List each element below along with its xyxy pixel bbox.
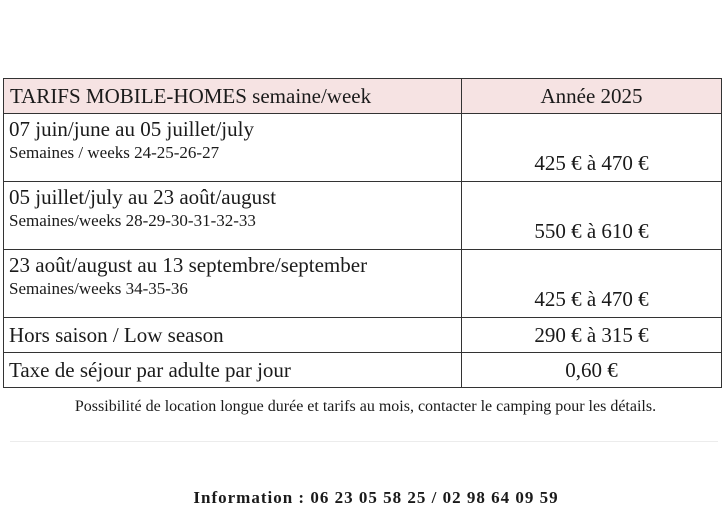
period-cell — [4, 114, 462, 182]
contact-info: Information : 06 23 05 58 25 / 02 98 64 09 59 — [193, 488, 559, 507]
table-row — [4, 182, 722, 250]
long-stay-note: Possibilité de location longue durée et tarifs au mois, contacter le camping pour les détails. — [74, 398, 657, 415]
period-weeks: Semaines/weeks 28-29-30-31-32-33 — [9, 211, 256, 230]
table-row — [4, 353, 722, 388]
period-cell — [4, 182, 462, 250]
period-title: 23 août/august au 13 septembre/september — [9, 253, 368, 277]
price-table — [3, 78, 722, 388]
table-row — [4, 318, 722, 353]
period-title: 07 juin/june au 05 juillet/july — [9, 117, 254, 141]
period-weeks: Semaines/weeks 34-35-36 — [9, 279, 188, 298]
period-cell — [4, 250, 462, 318]
period-price: 425 € à 470 € — [462, 250, 722, 318]
header-year: Année 2025 — [462, 79, 722, 114]
off-season-price: 290 € à 315 € — [462, 318, 722, 353]
table-row — [4, 114, 722, 182]
table-row — [4, 250, 722, 318]
table-header-row — [4, 79, 722, 114]
tourist-tax-label: Taxe de séjour par adulte par jour — [4, 353, 462, 388]
period-price: 550 € à 610 € — [462, 182, 722, 250]
period-weeks: Semaines / weeks 24-25-26-27 — [9, 143, 220, 162]
divider — [10, 441, 718, 442]
tourist-tax-price: 0,60 € — [462, 353, 722, 388]
header-label: TARIFS MOBILE-HOMES semaine/week — [4, 79, 462, 114]
period-price: 425 € à 470 € — [462, 114, 722, 182]
period-title: 05 juillet/july au 23 août/august — [9, 185, 277, 209]
off-season-label: Hors saison / Low season — [4, 318, 462, 353]
